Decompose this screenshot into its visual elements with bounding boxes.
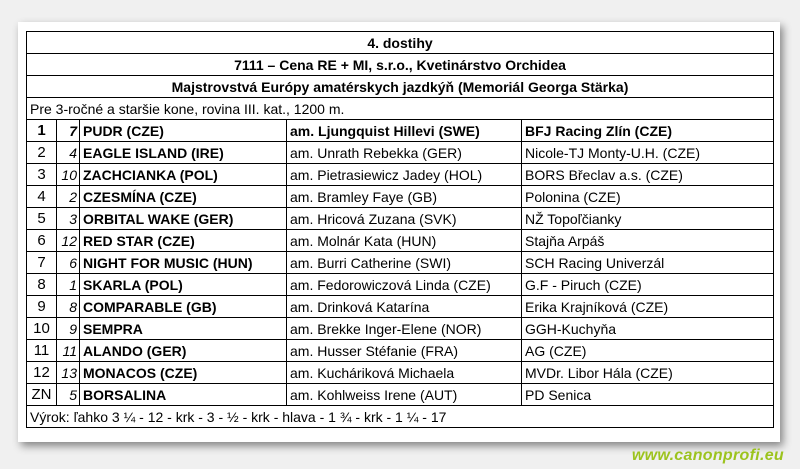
horse-name-cell: ALANDO (GER) <box>80 340 287 362</box>
rider-name-cell: am. Burri Catherine (SWI) <box>287 252 522 274</box>
owner-name-cell: Nicole-TJ Monty-U.H. (CZE) <box>522 142 774 164</box>
race-conditions: Pre 3-ročné a staršie kone, rovina III. kat., 1200 m. <box>27 98 774 120</box>
owner-name-cell: BFJ Racing Zlín (CZE) <box>522 120 774 142</box>
place-cell: 3 <box>27 164 57 186</box>
place-cell: 6 <box>27 230 57 252</box>
table-row <box>27 318 774 340</box>
owner-name-cell: AG (CZE) <box>522 340 774 362</box>
start-number-cell: 8 <box>57 296 80 318</box>
owner-name-cell: MVDr. Libor Hála (CZE) <box>522 362 774 384</box>
table-row <box>27 142 774 164</box>
owner-name-cell: NŽ Topoľčianky <box>522 208 774 230</box>
table-row <box>27 186 774 208</box>
place-cell: 4 <box>27 186 57 208</box>
race-subtitle-row <box>27 76 774 98</box>
horse-name-cell: BORSALINA <box>80 384 287 406</box>
horse-name-cell: PUDR (CZE) <box>80 120 287 142</box>
horse-name-cell: CZESMÍNA (CZE) <box>80 186 287 208</box>
place-cell: 9 <box>27 296 57 318</box>
results-table <box>26 31 774 428</box>
place-cell: 10 <box>27 318 57 340</box>
margins-row <box>27 406 774 428</box>
place-cell: 11 <box>27 340 57 362</box>
place-cell: 8 <box>27 274 57 296</box>
owner-name-cell: PD Senica <box>522 384 774 406</box>
rider-name-cell: am. Brekke Inger-Elene (NOR) <box>287 318 522 340</box>
place-cell: 5 <box>27 208 57 230</box>
race-subtitle: Majstrovstvá Európy amatérskych jazdkýň (Memoriál Georga Stärka) <box>27 76 774 98</box>
rider-name-cell: am. Fedorowiczová Linda (CZE) <box>287 274 522 296</box>
place-cell: 1 <box>27 120 57 142</box>
owner-name-cell: Stajňa Arpáš <box>522 230 774 252</box>
rider-name-cell: am. Kohlweiss Irene (AUT) <box>287 384 522 406</box>
start-number-cell: 13 <box>57 362 80 384</box>
start-number-cell: 5 <box>57 384 80 406</box>
horse-name-cell: NIGHT FOR MUSIC (HUN) <box>80 252 287 274</box>
race-number-row <box>27 32 774 54</box>
owner-name-cell: G.F - Piruch (CZE) <box>522 274 774 296</box>
rider-name-cell: am. Hricová Zuzana (SVK) <box>287 208 522 230</box>
table-row <box>27 296 774 318</box>
rider-name-cell: am. Pietrasiewicz Jadey (HOL) <box>287 164 522 186</box>
start-number-cell: 4 <box>57 142 80 164</box>
place-cell: ZN <box>27 384 57 406</box>
place-cell: 7 <box>27 252 57 274</box>
table-row <box>27 362 774 384</box>
table-row <box>27 208 774 230</box>
place-cell: 12 <box>27 362 57 384</box>
horse-name-cell: MONACOS (CZE) <box>80 362 287 384</box>
rider-name-cell: am. Unrath Rebekka (GER) <box>287 142 522 164</box>
start-number-cell: 7 <box>57 120 80 142</box>
table-row <box>27 230 774 252</box>
race-name-row <box>27 54 774 76</box>
results-card <box>18 22 780 442</box>
race-conditions-row <box>27 98 774 120</box>
table-row <box>27 120 774 142</box>
table-row <box>27 164 774 186</box>
horse-name-cell: EAGLE ISLAND (IRE) <box>80 142 287 164</box>
start-number-cell: 12 <box>57 230 80 252</box>
horse-name-cell: ORBITAL WAKE (GER) <box>80 208 287 230</box>
rider-name-cell: am. Bramley Faye (GB) <box>287 186 522 208</box>
rider-name-cell: am. Kucháriková Michaela <box>287 362 522 384</box>
owner-name-cell: GGH-Kuchyňa <box>522 318 774 340</box>
race-number-title: 4. dostihy <box>27 32 774 54</box>
start-number-cell: 3 <box>57 208 80 230</box>
horse-name-cell: RED STAR (CZE) <box>80 230 287 252</box>
table-row <box>27 384 774 406</box>
owner-name-cell: Polonina (CZE) <box>522 186 774 208</box>
horse-name-cell: COMPARABLE (GB) <box>80 296 287 318</box>
rider-name-cell: am. Drinková Katarína <box>287 296 522 318</box>
table-row <box>27 340 774 362</box>
table-row <box>27 252 774 274</box>
rider-name-cell: am. Ljungquist Hillevi (SWE) <box>287 120 522 142</box>
start-number-cell: 6 <box>57 252 80 274</box>
start-number-cell: 9 <box>57 318 80 340</box>
start-number-cell: 11 <box>57 340 80 362</box>
watermark-text: www.canonprofi.eu <box>631 447 784 464</box>
start-number-cell: 10 <box>57 164 80 186</box>
rider-name-cell: am. Husser Stéfanie (FRA) <box>287 340 522 362</box>
race-name: 7111 – Cena RE + MI, s.r.o., Kvetinárstvo Orchidea <box>27 54 774 76</box>
horse-name-cell: SKARLA (POL) <box>80 274 287 296</box>
owner-name-cell: Erika Krajníková (CZE) <box>522 296 774 318</box>
horse-name-cell: ZACHCIANKA (POL) <box>80 164 287 186</box>
owner-name-cell: SCH Racing Univerzál <box>522 252 774 274</box>
start-number-cell: 2 <box>57 186 80 208</box>
place-cell: 2 <box>27 142 57 164</box>
winning-margins: Výrok: ľahko 3 ¼ - 12 - krk - 3 - ½ - krk - hlava - 1 ¾ - krk - 1 ¼ - 17 <box>27 406 774 428</box>
table-row <box>27 274 774 296</box>
start-number-cell: 1 <box>57 274 80 296</box>
horse-name-cell: SEMPRA <box>80 318 287 340</box>
owner-name-cell: BORS Břeclav a.s. (CZE) <box>522 164 774 186</box>
rider-name-cell: am. Molnár Kata (HUN) <box>287 230 522 252</box>
